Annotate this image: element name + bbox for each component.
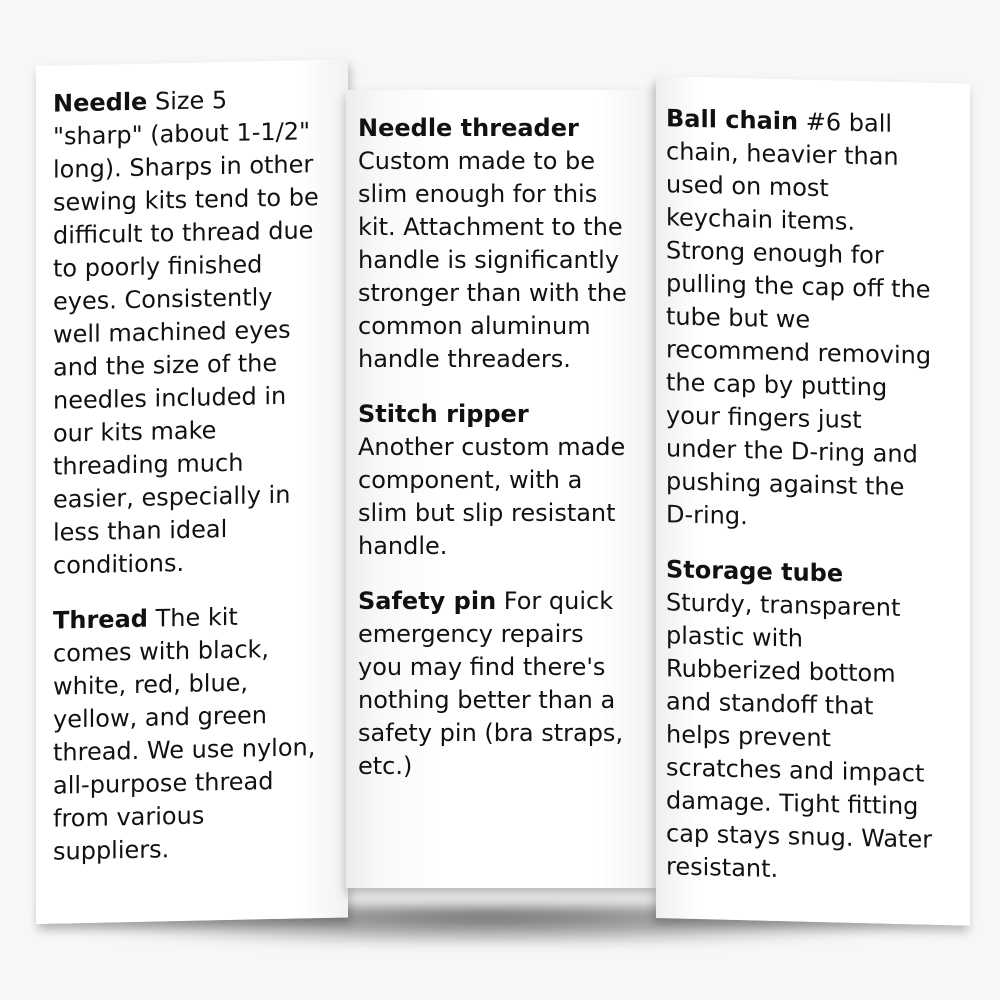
storage-tube-section [666, 553, 970, 890]
thread-heading: Thread [53, 604, 148, 635]
ball-chain-body: #6 ball chain, heavier than used on most keychain items. Strong enough for pulling the cap off the tube but we recommend removing the cap by putting your fingers just under the D-ring and pushing against the D-ring. [666, 107, 932, 531]
safety-pin-body: For quick emergency repairs you may find there's nothing better than a safety pin (bra straps, etc.) [358, 587, 624, 780]
needle-threader-heading: Needle threader [358, 114, 579, 142]
stitch-ripper-body: Another custom made component, with a slim but slip resistant handle. [358, 433, 626, 560]
needle-heading: Needle [53, 87, 148, 118]
needle-threader-section [358, 112, 658, 376]
stitch-ripper-section [358, 398, 658, 563]
stitch-ripper-heading: Stitch ripper [358, 400, 529, 428]
needle-section [53, 81, 348, 582]
storage-tube-body: Sturdy, transparent plastic with Rubberized bottom and standoff that helps prevent scratches and impact damage. Tight fitting cap stays snug. Water resistant. [666, 588, 933, 883]
thread-body: The kit comes with black, white, red, blue, yellow, and green thread. We use nylon, all-purpose thread from various suppliers. [53, 602, 316, 866]
storage-tube-heading: Storage tube [666, 555, 844, 588]
middle-panel [346, 90, 658, 888]
left-panel [36, 59, 348, 924]
safety-pin-heading: Safety pin [358, 587, 497, 615]
needle-body: Size 5 "sharp" (about 1-1/2" long). Sharps in other sewing kits tend to be difficult to thread due to poorly finished eyes. Consistently well machined eyes and the size of the needles included in our kits make threading much easier, especially in less than ideal conditions. [53, 85, 319, 580]
needle-threader-body: Custom made to be slim enough for this kit. Attachment to the handle is significantly stronger than with the common aluminum handle threaders. [358, 147, 627, 373]
thread-section [53, 598, 348, 868]
right-panel [656, 76, 970, 926]
ball-chain-section [666, 102, 970, 538]
ball-chain-heading: Ball chain [666, 104, 799, 136]
safety-pin-section [358, 585, 658, 783]
